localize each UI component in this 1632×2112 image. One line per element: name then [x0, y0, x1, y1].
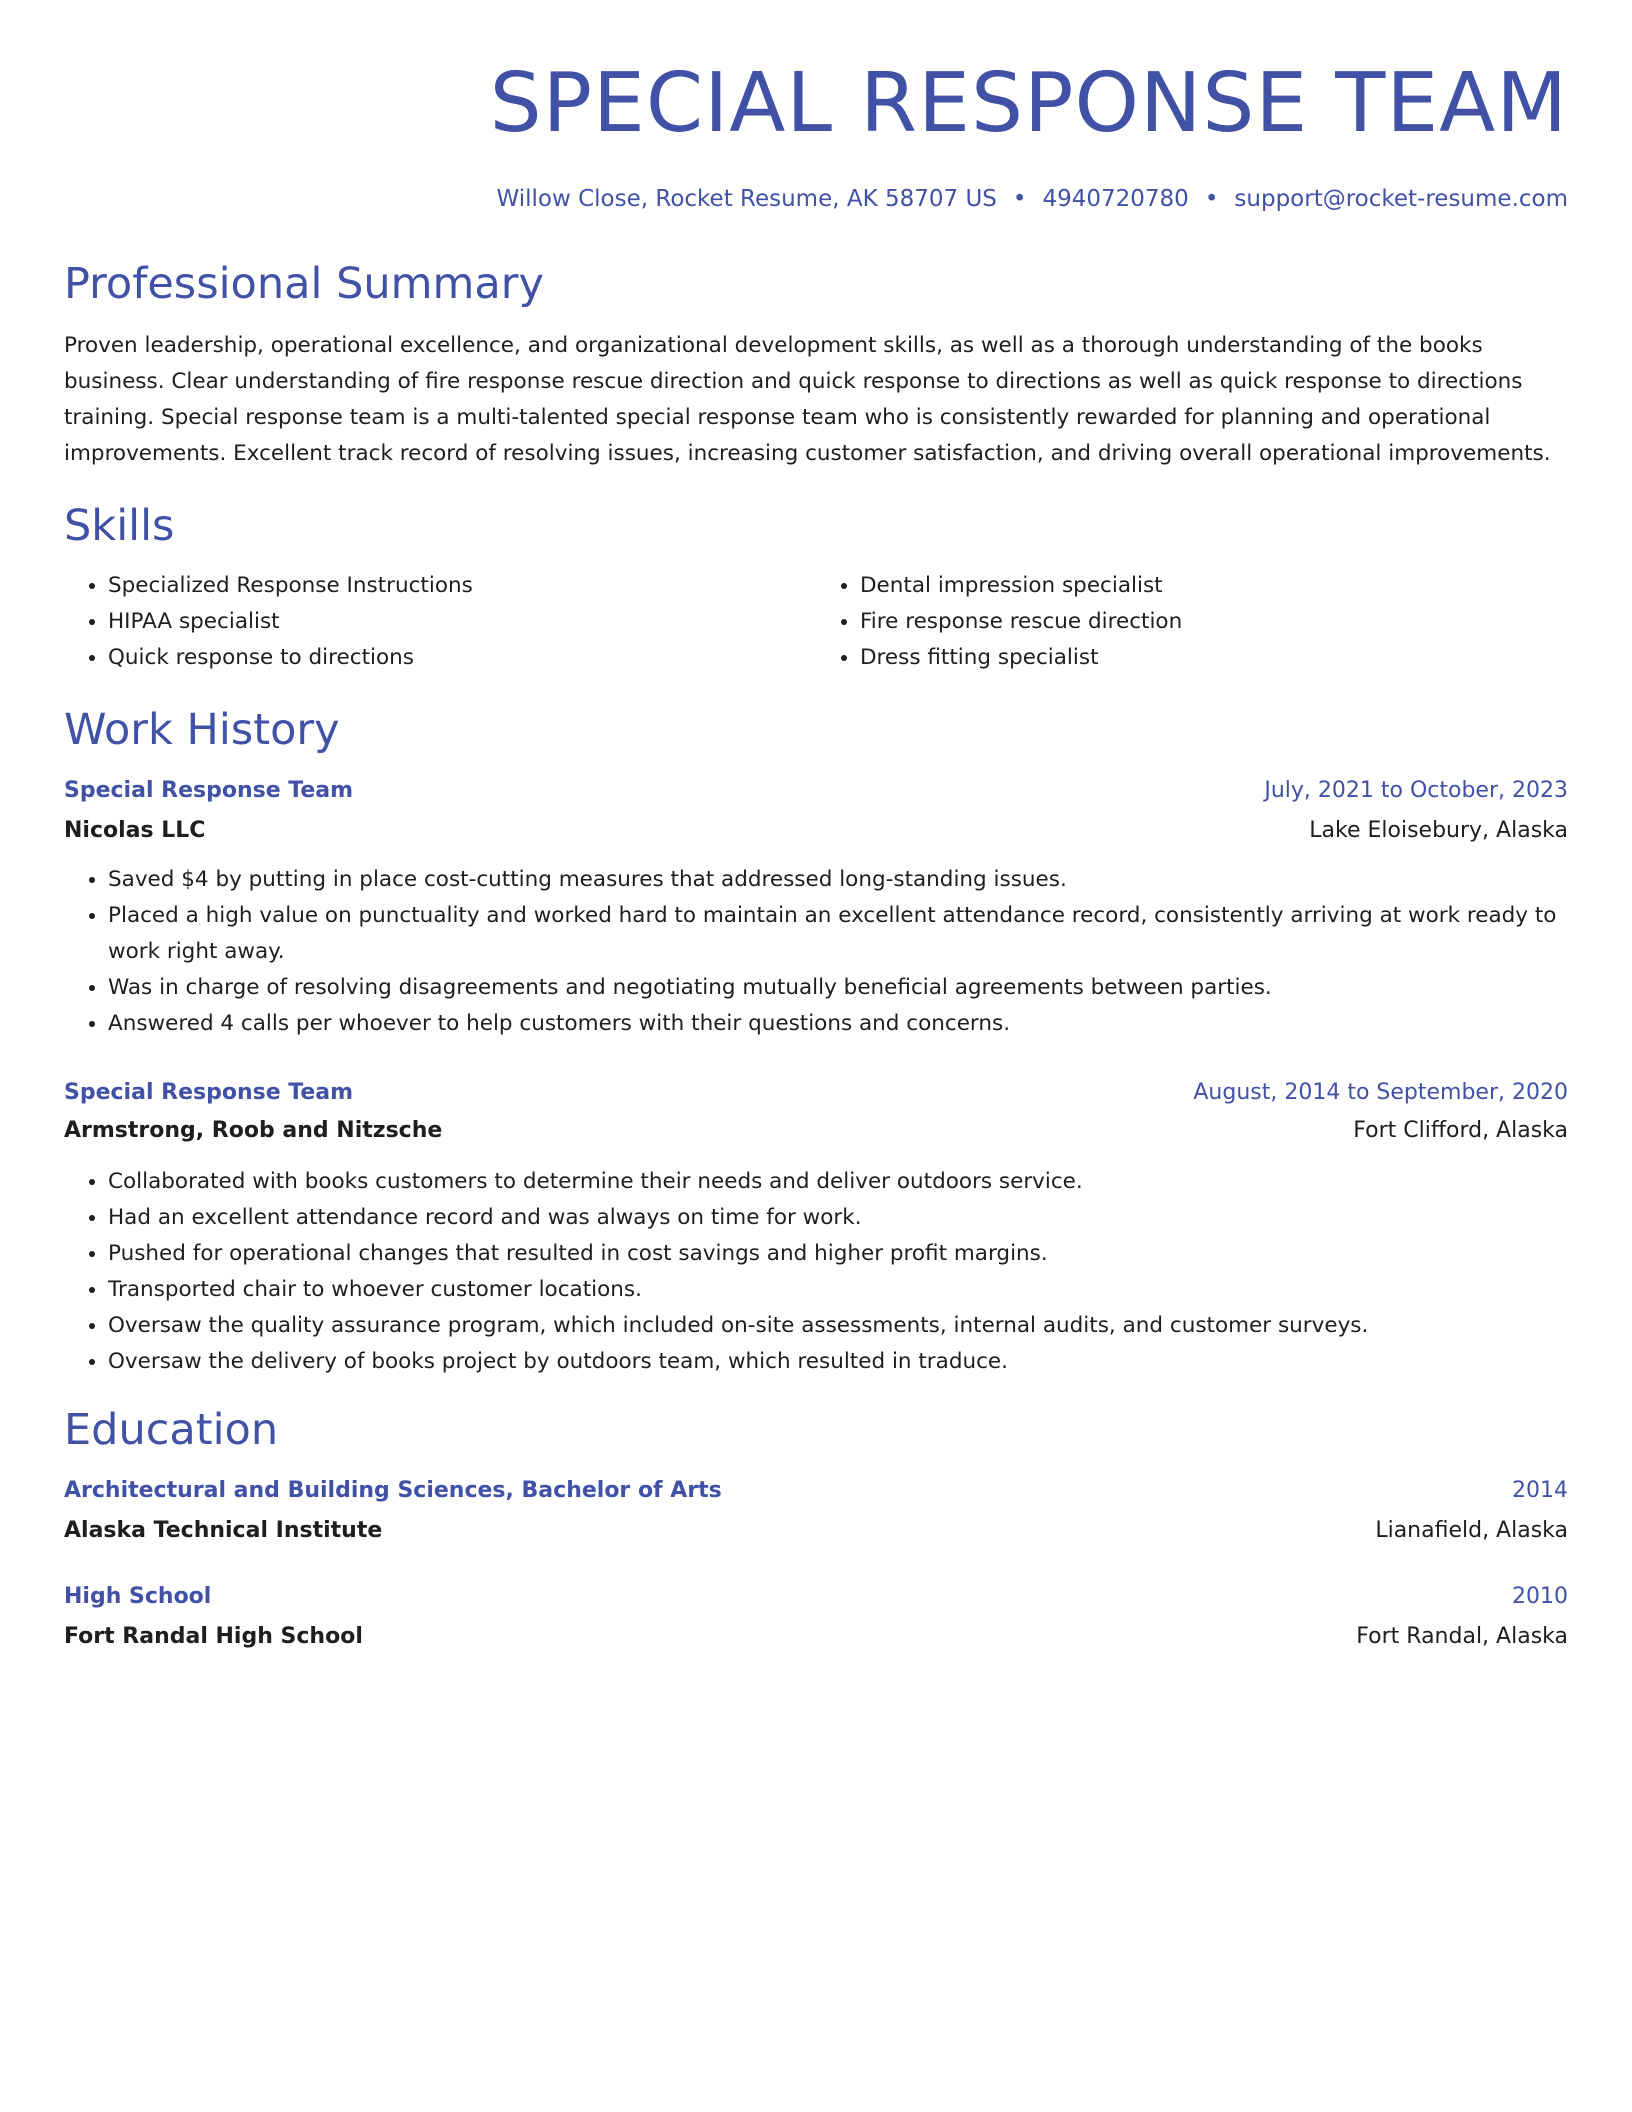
work-history-heading: Work History — [64, 705, 340, 755]
skills-column-right — [816, 568, 1568, 676]
education-degree: High School — [64, 1584, 212, 1609]
job-bullet: • Oversaw the delivery of books project by outdoors team, which resulted in traduce. — [108, 1344, 1568, 1380]
job-company: Armstrong, Roob and Nitzsche — [64, 1118, 443, 1143]
job-bullets — [64, 1164, 1568, 1380]
skill-item: • Specialized Response Instructions — [108, 568, 816, 604]
job-header-row — [64, 776, 1568, 806]
skill-item: • Dress fitting specialist — [860, 640, 1568, 676]
job-bullets — [64, 862, 1568, 1042]
summary-heading: Professional Summary — [64, 259, 544, 309]
job-location: Fort Clifford, Alaska — [1353, 1118, 1568, 1143]
resume-name: SPECIAL RESPONSE TEAM — [489, 56, 1568, 151]
job-bullet: • Had an excellent attendance record and was always on time for work. — [108, 1200, 1568, 1236]
job-location: Lake Eloisebury, Alaska — [1309, 818, 1568, 843]
skill-item: • Quick response to directions — [108, 640, 816, 676]
education-location: Fort Randal, Alaska — [1356, 1624, 1568, 1649]
job-bullet: • Collaborated with books customers to determine their needs and deliver outdoors service. — [108, 1164, 1568, 1200]
contact-separator: • — [1204, 186, 1219, 212]
job-bullet: • Saved $4 by putting in place cost-cutting measures that addressed long-standing issues. — [108, 862, 1568, 898]
job-title: Special Response Team — [64, 778, 354, 803]
skills-column-left — [64, 568, 816, 676]
education-school-row — [64, 1516, 1568, 1546]
skill-item: • Dental impression specialist — [860, 568, 1568, 604]
job-company-row — [64, 1116, 1568, 1146]
job-bullet: • Answered 4 calls per whoever to help customers with their questions and concerns. — [108, 1006, 1568, 1042]
education-header-row — [64, 1476, 1568, 1506]
job-bullet: • Oversaw the quality assurance program, which included on-site assessments, internal audits, and customer surveys. — [108, 1308, 1568, 1344]
job-entry — [64, 1078, 1568, 1380]
job-bullet: • Was in charge of resolving disagreements and negotiating mutually beneficial agreements between parties. — [108, 970, 1568, 1006]
education-year: 2010 — [1512, 1584, 1568, 1609]
job-title: Special Response Team — [64, 1080, 354, 1105]
job-bullet: • Pushed for operational changes that resulted in cost savings and higher profit margins. — [108, 1236, 1568, 1272]
job-dates: August, 2014 to September, 2020 — [1193, 1080, 1568, 1105]
contact-address: Willow Close, Rocket Resume, AK 58707 US — [496, 186, 997, 212]
education-entry — [64, 1582, 1568, 1652]
job-header-row — [64, 1078, 1568, 1108]
skill-item: • HIPAA specialist — [108, 604, 816, 640]
contact-line — [64, 184, 1568, 214]
contact-phone: 4940720780 — [1042, 186, 1189, 212]
education-degree: Architectural and Building Sciences, Bachelor of Arts — [64, 1478, 722, 1503]
job-dates: July, 2021 to October, 2023 — [1264, 778, 1568, 803]
job-company-row — [64, 816, 1568, 846]
job-company: Nicolas LLC — [64, 818, 206, 843]
summary-text: Proven leadership, operational excellence, and organizational development skills, as well as a thorough understanding of the books business. Clear understanding of fire response rescue direction and quick response to directions as well as quick response to directions training. Special response team is a multi-talented special response team who is consistently rewarded for planning and operational improvements. Excellent track record of resolving issues, increasing customer satisfaction, and driving overall operational improvements. — [64, 333, 1551, 466]
skills-list — [64, 568, 1568, 676]
education-year: 2014 — [1512, 1478, 1568, 1503]
contact-email: support@rocket-resume.com — [1234, 186, 1568, 212]
education-entry — [64, 1476, 1568, 1546]
job-bullet: • Transported chair to whoever customer locations. — [108, 1272, 1568, 1308]
skill-item: • Fire response rescue direction — [860, 604, 1568, 640]
job-bullet: • Placed a high value on punctuality and worked hard to maintain an excellent attendance record, consistently arriving at work ready to work right away. — [108, 898, 1568, 970]
education-school: Alaska Technical Institute — [64, 1518, 383, 1543]
education-school: Fort Randal High School — [64, 1624, 363, 1649]
education-location: Lianafield, Alaska — [1375, 1518, 1568, 1543]
contact-separator: • — [1012, 186, 1027, 212]
education-school-row — [64, 1622, 1568, 1652]
skills-heading: Skills — [64, 501, 175, 551]
education-header-row — [64, 1582, 1568, 1612]
education-heading: Education — [64, 1405, 279, 1455]
job-entry — [64, 776, 1568, 1042]
